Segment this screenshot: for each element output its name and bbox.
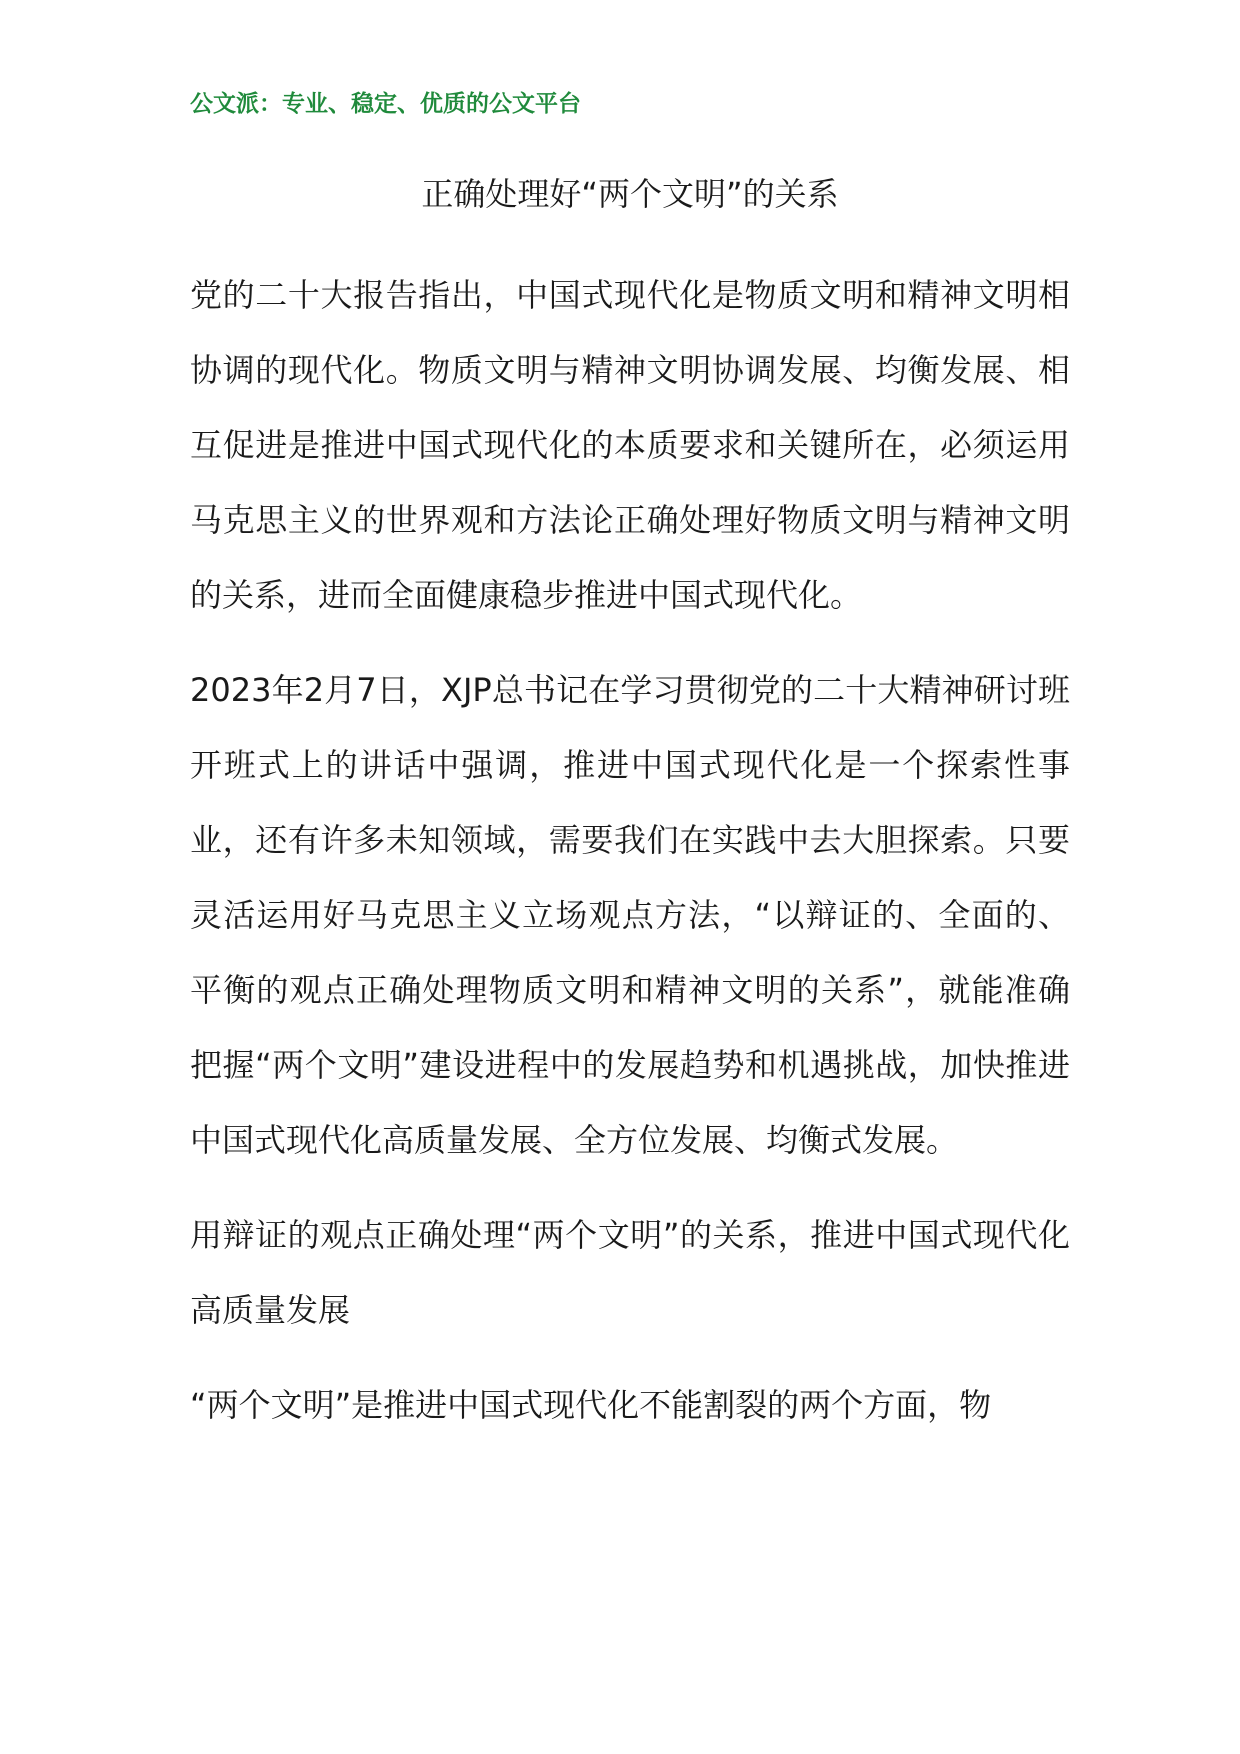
body-paragraph-3: “两个文明”是推进中国式现代化不能割裂的两个方面，物	[190, 1386, 992, 1424]
body-paragraph-2: 2023年2月7日，XJP总书记在学习贯彻党的二十大精神研讨班开班式上的讲话中强调，推进中国式现代化是一个探索性事业，还有许多未知领域，需要我们在实践中去大胆探索。只要灵活运用好马克思主义立场观点方法，“以辩证的、全面的、平衡的观点正确处理物质文明和精神文明的关系”，就能准确把握“两个文明”建设进程中的发展趋势和机遇挑战，加快推进中国式现代化高质量发展、全方位发展、均衡式发展。	[190, 671, 1070, 1159]
site-header-banner: 公文派：专业、稳定、优质的公文平台	[190, 91, 581, 117]
body-paragraph-1: 党的二十大报告指出，中国式现代化是物质文明和精神文明相协调的现代化。物质文明与精神文明协调发展、均衡发展、相互促进是推进中国式现代化的本质要求和关键所在，必须运用马克思主义的世界观和方法论正确处理好物质文明与精神文明的关系，进而全面健康稳步推进中国式现代化。	[190, 276, 1070, 614]
document-body	[190, 258, 1070, 1463]
document-title: 正确处理好“两个文明”的关系	[421, 175, 839, 213]
section-heading: 用辩证的观点正确处理“两个文明”的关系，推进中国式现代化高质量发展	[190, 1216, 1070, 1329]
